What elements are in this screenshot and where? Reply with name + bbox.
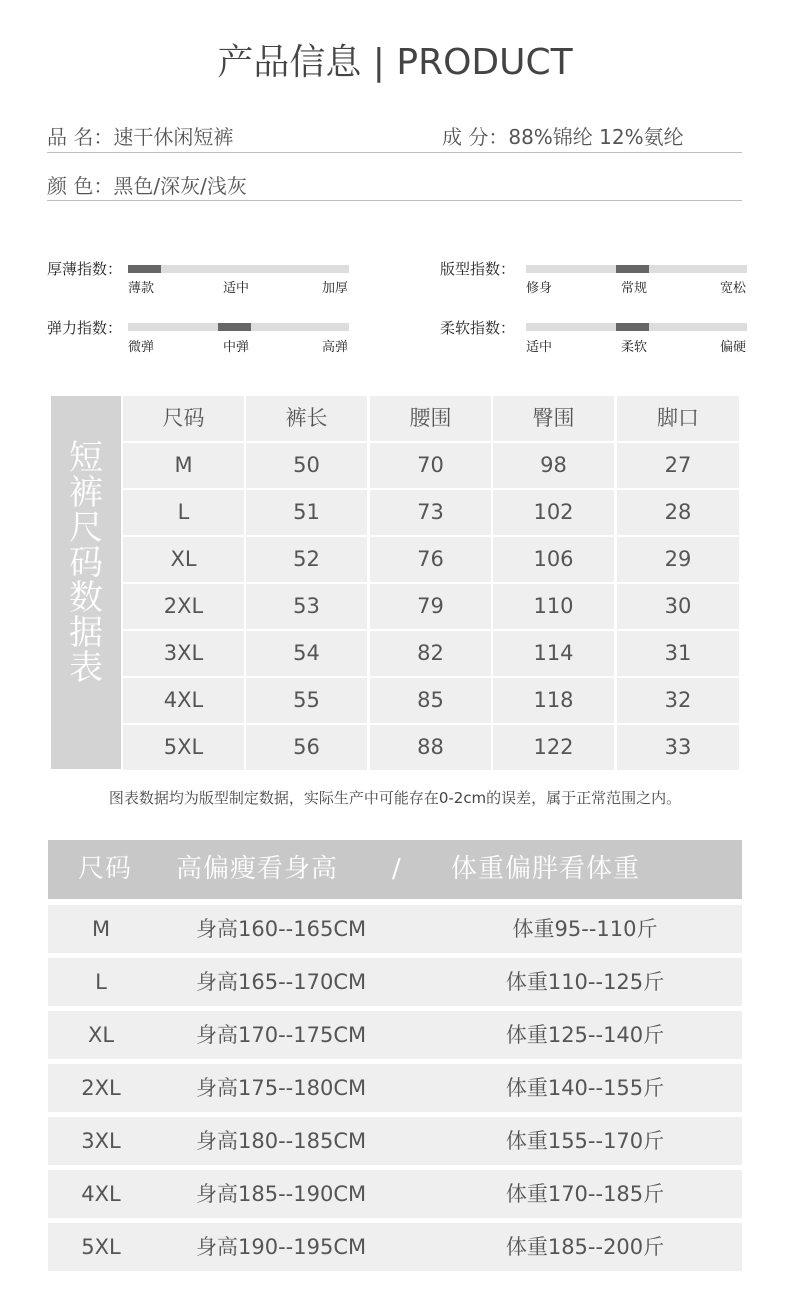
recommend-height — [196, 1117, 366, 1165]
size-table-cell: L — [123, 490, 244, 535]
recommend-height — [196, 1011, 366, 1059]
size-table-cell: 118 — [493, 678, 614, 723]
size-table-header: 臀围 — [493, 396, 614, 441]
size-table-cell: 53 — [246, 584, 367, 629]
size-table-cell: 82 — [370, 631, 491, 676]
side-title-char: 短 — [69, 438, 103, 478]
side-title-char: 尺 — [69, 508, 103, 548]
recommend-weight — [428, 1223, 742, 1271]
size-table-cell: 55 — [246, 678, 367, 723]
size-table-cell: 110 — [493, 584, 614, 629]
recommend-row — [48, 1117, 742, 1165]
size-table-cell: 70 — [370, 443, 491, 488]
recommend-size: 3XL — [81, 1129, 121, 1153]
size-table-cell: 29 — [617, 537, 739, 582]
recommend-height — [196, 1170, 366, 1218]
size-table-cell: 56 — [246, 725, 367, 770]
recommend-height-value: 身高165--170 — [196, 970, 334, 994]
recommend-height — [196, 905, 366, 953]
recommend-row — [48, 905, 742, 953]
size-table-cell: 31 — [617, 631, 739, 676]
recommend-size: 2XL — [81, 1076, 121, 1100]
recommend-header-size: 尺码 — [78, 854, 133, 884]
index-level — [218, 323, 251, 331]
recommend-weight-value: 体重170--185 — [505, 1182, 644, 1206]
recommend-row — [48, 1223, 742, 1271]
recommend-weight — [428, 1064, 742, 1112]
recommend-height-unit: CM — [333, 1129, 367, 1153]
recommend-weight-value: 体重110--125 — [505, 970, 644, 994]
index-bar — [128, 323, 349, 331]
recommend-weight-value: 体重95--110 — [512, 917, 637, 941]
size-table-cell: 28 — [617, 490, 739, 535]
recommend-weight-unit: 斤 — [636, 917, 658, 941]
size-table-cell: 5XL — [123, 725, 244, 770]
size-table-cell: M — [123, 443, 244, 488]
recommend-weight-unit: 斤 — [643, 1235, 665, 1259]
page-title: 产品信息 | PRODUCT — [217, 42, 573, 83]
recommend-height-value: 身高170--175 — [196, 1023, 334, 1047]
size-table-cell: 98 — [493, 443, 614, 488]
recommend-weight-unit: 斤 — [643, 1023, 665, 1047]
index-tick: 适中 — [223, 281, 250, 296]
recommend-size: XL — [87, 1023, 115, 1047]
recommend-height-unit: CM — [333, 1235, 367, 1259]
side-title-char: 据 — [69, 613, 103, 653]
recommend-height-value: 身高160--165 — [196, 917, 334, 941]
side-title-char: 数 — [69, 578, 103, 618]
recommend-height-unit: CM — [333, 1182, 367, 1206]
size-table-side-title — [51, 396, 121, 769]
recommend-size: 4XL — [81, 1182, 121, 1206]
size-table-cell: 102 — [493, 490, 614, 535]
size-table-header: 裤长 — [246, 396, 367, 441]
size-table-cell: 79 — [370, 584, 491, 629]
index-label: 弹力指数： — [47, 319, 123, 337]
size-table-cell: 3XL — [123, 631, 244, 676]
recommend-header-height: 高偏瘦看身高 — [176, 854, 339, 884]
size-table-cell: 50 — [246, 443, 367, 488]
size-table-cell: 73 — [370, 490, 491, 535]
product-color: 颜 色：黑色/深灰/浅灰 — [47, 174, 247, 198]
size-table-header: 尺码 — [123, 396, 244, 441]
index-tick: 适中 — [526, 340, 553, 355]
recommend-weight-unit: 斤 — [643, 1182, 665, 1206]
recommend-weight-value: 体重185--200 — [505, 1235, 644, 1259]
recommend-header — [48, 840, 742, 899]
side-title-char: 码 — [69, 543, 103, 583]
index-level — [128, 265, 161, 273]
recommend-row — [48, 1170, 742, 1218]
recommend-weight — [428, 905, 742, 953]
info-divider — [47, 152, 742, 153]
recommend-height — [196, 1064, 366, 1112]
recommend-row — [48, 958, 742, 1006]
size-table-cell: 54 — [246, 631, 367, 676]
recommend-weight — [428, 1011, 742, 1059]
recommend-weight-value: 体重155--170 — [505, 1129, 644, 1153]
size-table-cell: 4XL — [123, 678, 244, 723]
recommend-height-unit: CM — [333, 970, 367, 994]
index-bar — [526, 265, 747, 273]
recommend-height-value: 身高190--195 — [196, 1235, 334, 1259]
recommend-weight — [428, 1117, 742, 1165]
index-bar — [128, 265, 349, 273]
index-tick: 宽松 — [720, 281, 747, 296]
recommend-size: L — [95, 970, 107, 994]
index-tick: 柔软 — [621, 340, 648, 355]
size-table-cell: 52 — [246, 537, 367, 582]
recommend-size: M — [91, 917, 111, 941]
size-table-cell: 51 — [246, 490, 367, 535]
size-table-cell: 88 — [370, 725, 491, 770]
product-name: 品 名：速干休闲短裤 — [47, 125, 234, 149]
index-tick: 中弹 — [223, 340, 250, 355]
size-table-header: 脚口 — [617, 396, 739, 441]
size-table-cell: 2XL — [123, 584, 244, 629]
recommend-weight-value: 体重125--140 — [505, 1023, 644, 1047]
recommend-height — [196, 1223, 366, 1271]
recommend-height — [196, 958, 366, 1006]
size-table-cell: 76 — [370, 537, 491, 582]
recommend-height-value: 身高175--180 — [196, 1076, 334, 1100]
recommend-height-unit: CM — [333, 1076, 367, 1100]
recommend-header-divider: / — [392, 854, 402, 884]
info-divider — [47, 200, 742, 201]
index-bar — [526, 323, 747, 331]
recommend-row — [48, 1064, 742, 1112]
index-tick: 薄款 — [128, 281, 155, 296]
size-table-cell: 32 — [617, 678, 739, 723]
index-level — [616, 265, 649, 273]
recommend-header-weight: 体重偏胖看体重 — [451, 854, 641, 884]
product-material: 成 分：88%锦纶 12%氨纶 — [442, 125, 684, 149]
recommend-row — [48, 1011, 742, 1059]
recommend-height-value: 身高180--185 — [196, 1129, 334, 1153]
index-label: 厚薄指数： — [47, 260, 123, 278]
size-table-cell: 114 — [493, 631, 614, 676]
side-title-char: 裤 — [69, 473, 103, 513]
index-tick: 常规 — [621, 281, 648, 296]
recommend-height-unit: CM — [333, 1023, 367, 1047]
index-tick: 修身 — [526, 281, 553, 296]
recommend-weight-unit: 斤 — [643, 1129, 665, 1153]
recommend-weight — [428, 958, 742, 1006]
size-table-header: 腰围 — [370, 396, 491, 441]
recommend-height-unit: CM — [333, 917, 367, 941]
index-tick: 偏硬 — [720, 340, 747, 355]
index-tick: 加厚 — [322, 281, 349, 296]
recommend-height-value: 身高185--190 — [196, 1182, 334, 1206]
recommend-size: 5XL — [81, 1235, 121, 1259]
index-level — [616, 323, 649, 331]
recommend-weight-value: 体重140--155 — [505, 1076, 644, 1100]
index-tick: 微弹 — [128, 340, 155, 355]
index-tick: 高弹 — [322, 340, 349, 355]
size-table-cell: 27 — [617, 443, 739, 488]
recommend-weight-unit: 斤 — [643, 970, 665, 994]
size-table-cell: 30 — [617, 584, 739, 629]
size-table-cell: 122 — [493, 725, 614, 770]
size-table-cell: 85 — [370, 678, 491, 723]
size-table-cell: XL — [123, 537, 244, 582]
side-title-char: 表 — [69, 648, 103, 688]
index-label: 柔软指数： — [440, 319, 516, 337]
recommend-weight-unit: 斤 — [643, 1076, 665, 1100]
index-label: 版型指数： — [440, 260, 516, 278]
recommend-weight — [428, 1170, 742, 1218]
measurement-note: 图表数据均为版型制定数据，实际生产中可能存在0-2cm的误差，属于正常范围之内。 — [108, 789, 682, 807]
size-table-cell: 106 — [493, 537, 614, 582]
size-table-cell: 33 — [617, 725, 739, 770]
